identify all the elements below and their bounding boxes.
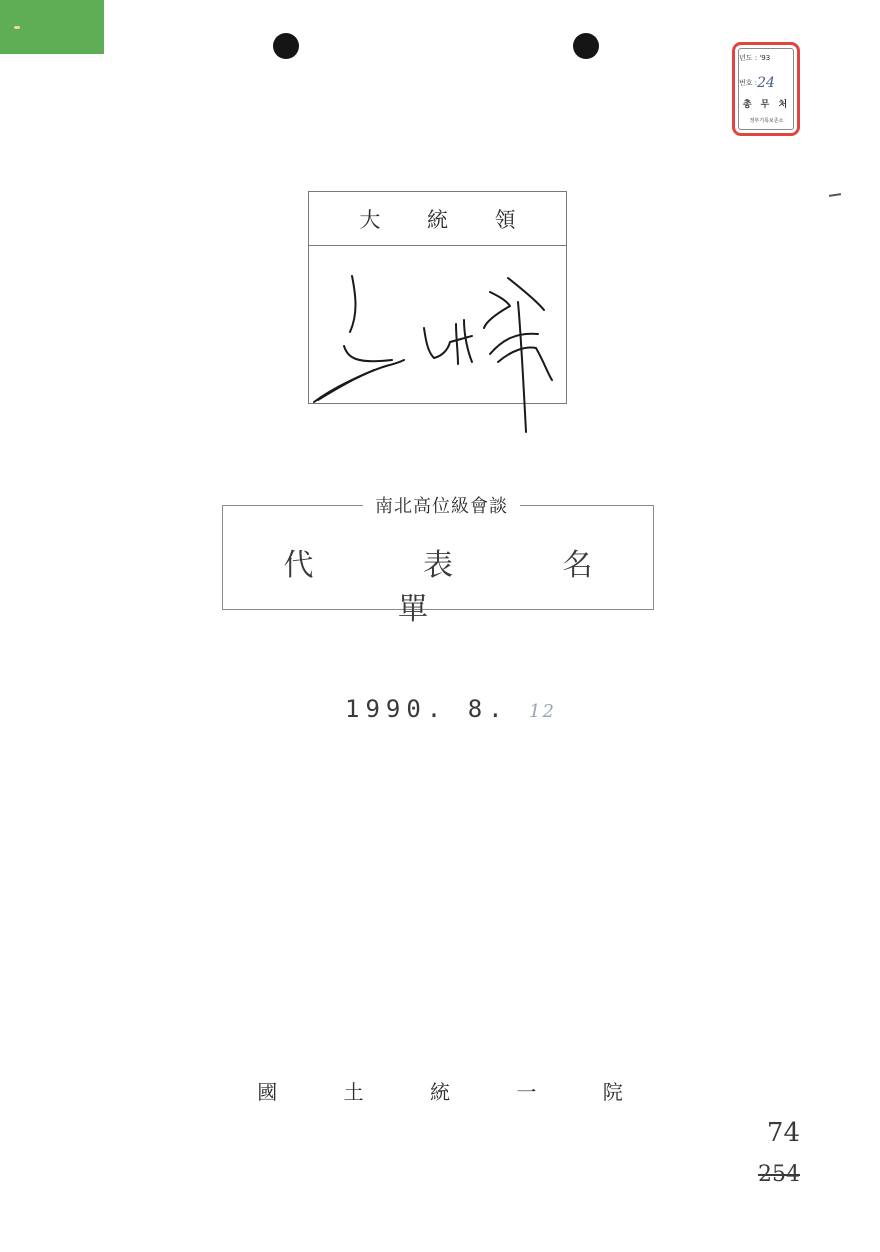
date-printed: 1990. 8.: [345, 695, 509, 723]
signature-stroke-u: [484, 278, 552, 432]
document-title: 代 表 名 單: [283, 548, 643, 627]
folder-tab: [0, 0, 104, 54]
president-signature: [300, 262, 570, 442]
stamp-year: 년도 : '93: [739, 54, 771, 62]
tab-mark: [14, 26, 20, 29]
document-date: [345, 695, 556, 723]
punch-hole-left: [273, 33, 299, 59]
struck-page-number: 254: [758, 1162, 800, 1187]
stamp-office: 총 무 처: [742, 100, 791, 110]
edge-mark: [829, 193, 841, 197]
date-handwritten-day: 12: [529, 701, 556, 722]
document-subtitle: 南北高位級會談: [363, 492, 520, 518]
approval-box-header: 大 統 領: [309, 192, 566, 246]
archive-stamp: [732, 42, 800, 136]
page-number: 74: [766, 1118, 800, 1148]
issuing-organization: 國 土 統 一 院: [257, 1080, 653, 1104]
title-box: [222, 496, 654, 627]
signature-stroke-tae: [424, 320, 472, 364]
stamp-number-handwritten: 24: [757, 75, 775, 91]
stamp-footer: 정부기록보존소: [749, 118, 784, 124]
signature-stroke-no: [314, 276, 404, 402]
stamp-number: 번호 :24: [739, 75, 775, 91]
punch-hole-right: [573, 33, 599, 59]
